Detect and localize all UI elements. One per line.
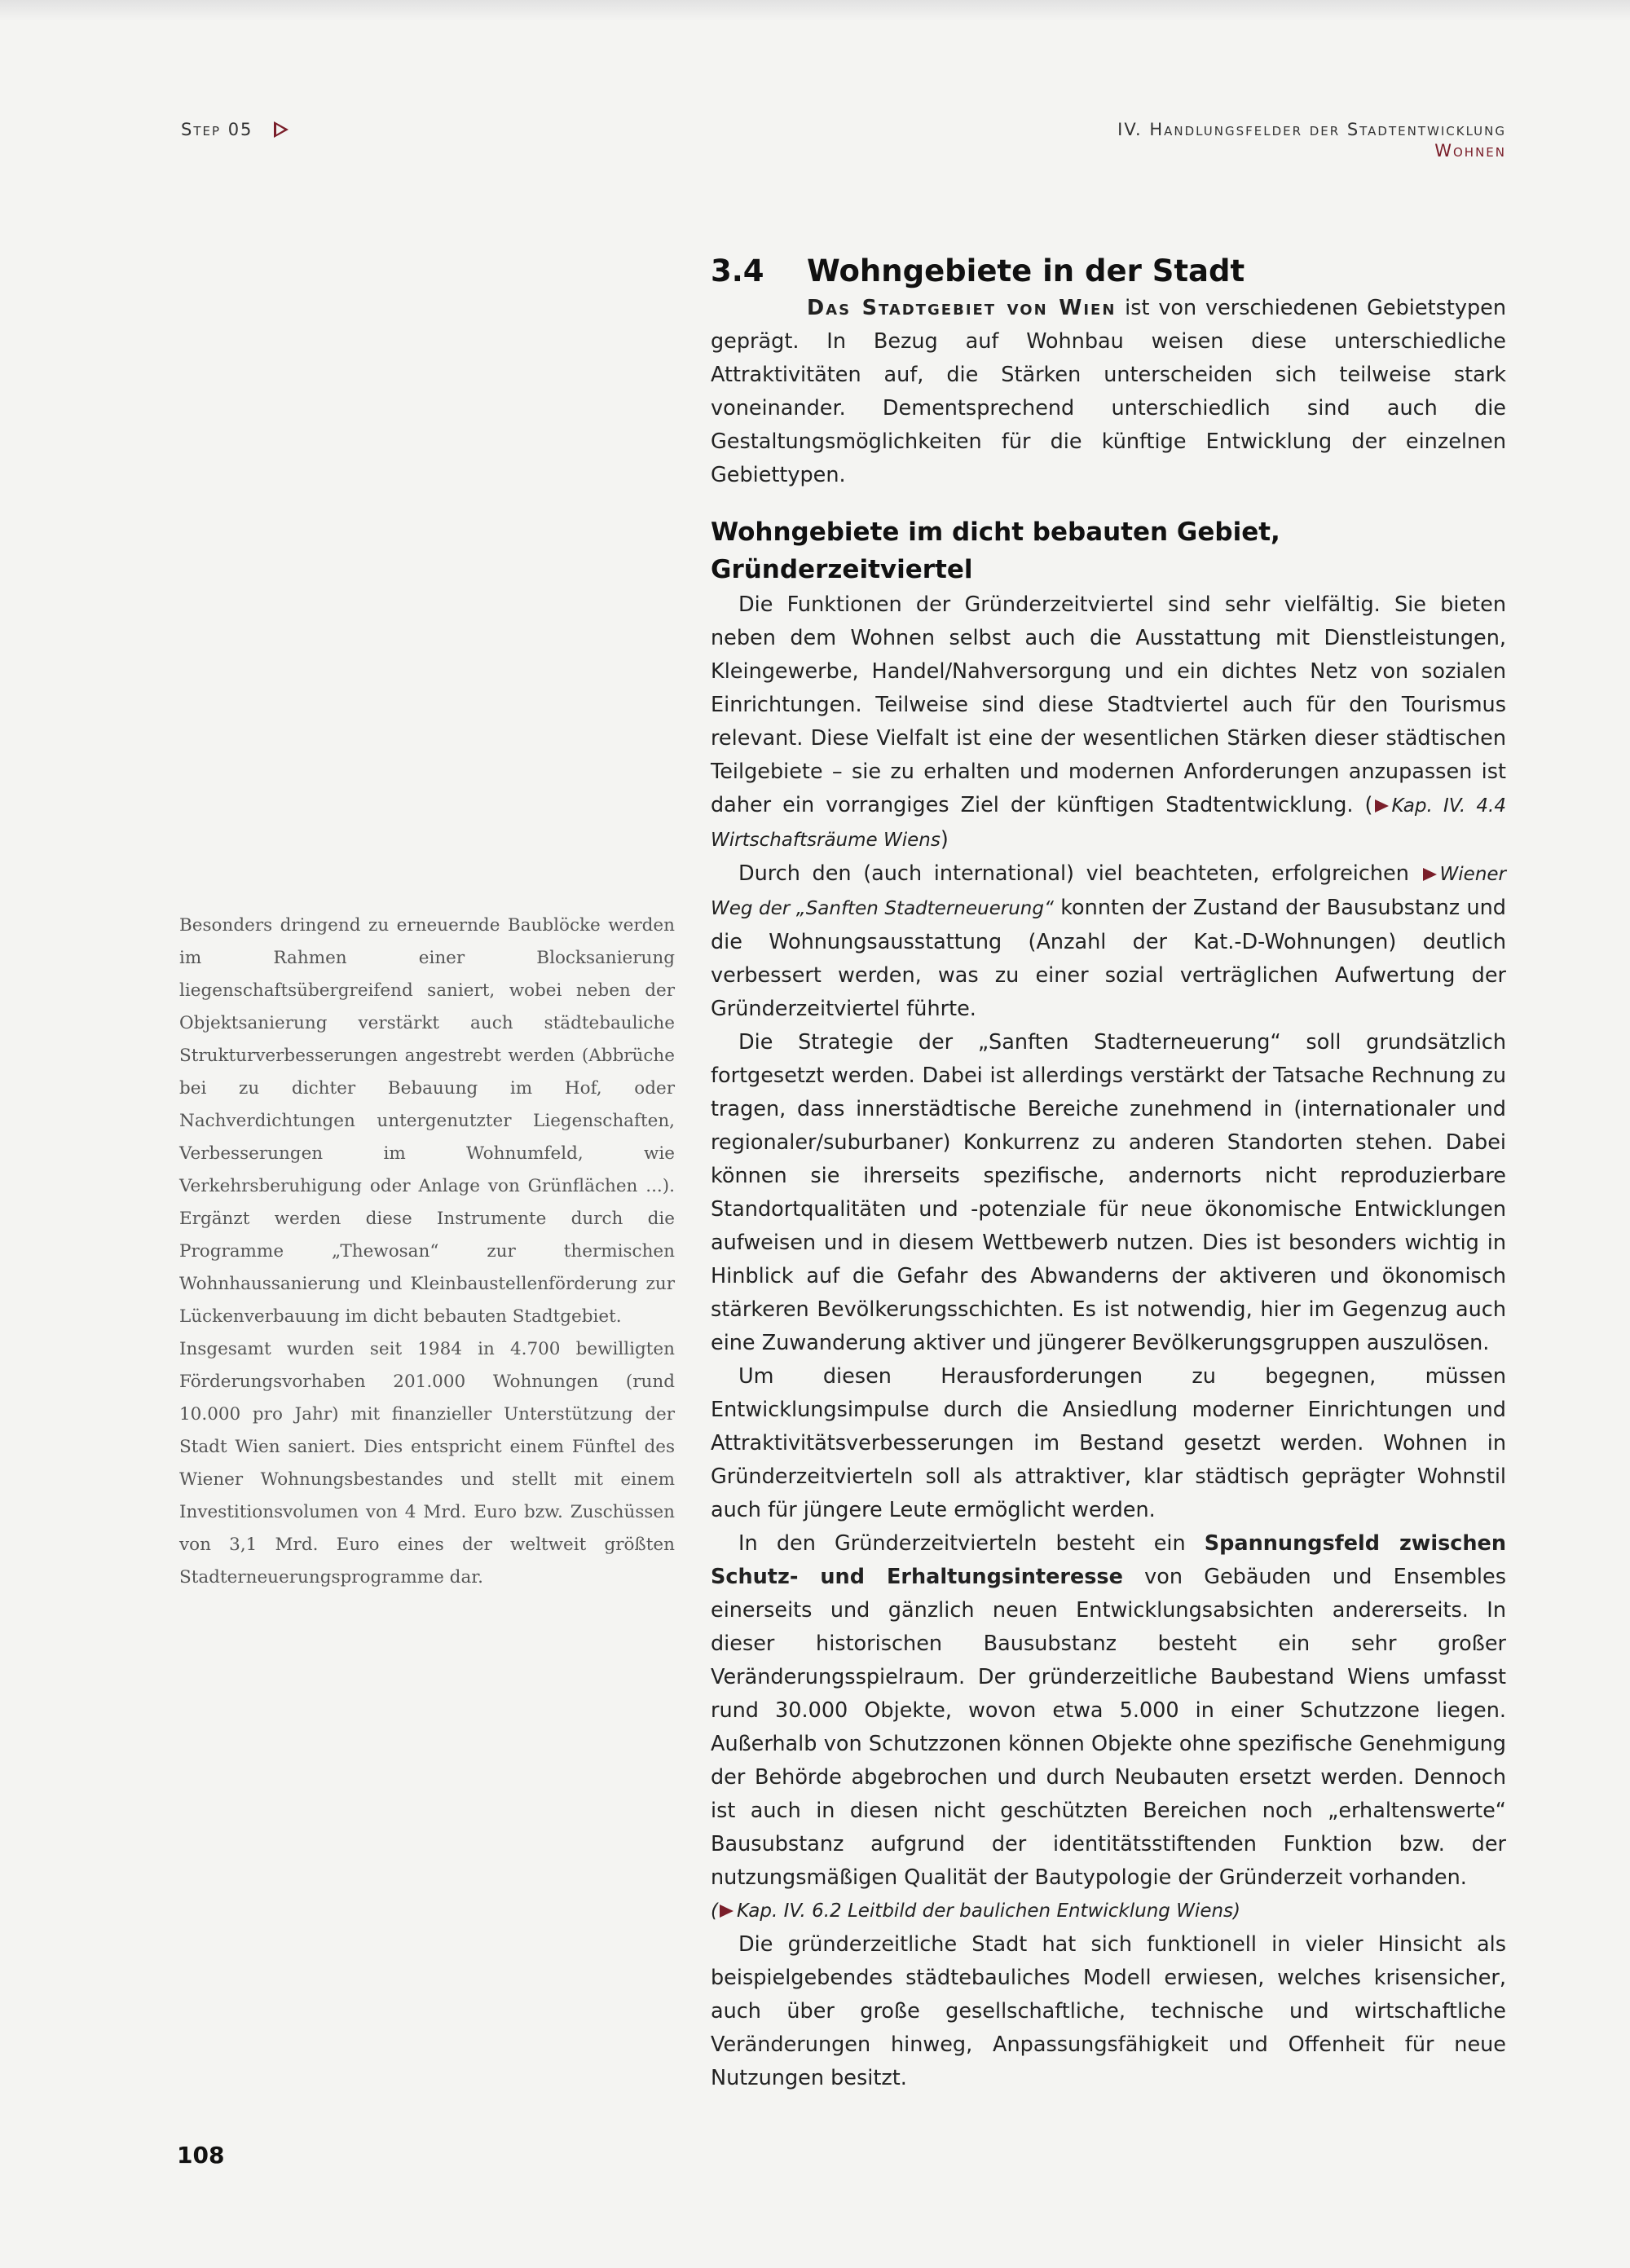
paragraph-3: Die Strategie der „Sanften Stadterneuerung“ soll grundsätzlich fortgesetzt werden. Dabei ist allerdings verstärkt der Tatsache Rechnung zu tragen, dass innerstädtische Bereiche zunehmend in (internationaler und regionaler/suburbaner) Konkurrenz zu anderen Standorten stehen. Dabei können sie ihrerseits spezifische, andernorts nicht reproduzierbare Standortqualitäten und -potenziale für neue ökonomische Entwicklungen aufweisen und in diesem Wettbewerb nutzen. Dies ist besonders wichtig in Hinblick auf die Gefahr des Abwanderns der aktiveren und ökonomisch stärkeren Bevölkerungsschichten. Es ist notwendig, hier im Gegenzug auch eine Zuwanderung aktiver und jüngerer Bevölkerungsgruppen auszulösen.	[711, 1030, 1506, 1355]
step-text: Step 05	[181, 120, 253, 139]
intro-lead: Das Stadtgebiet von Wien	[807, 296, 1117, 320]
main-column	[711, 251, 1506, 2095]
sidebar-note	[179, 909, 675, 1594]
paragraph-2-start: Durch den (auch international) viel beachteten, erfolgreichen	[738, 861, 1421, 886]
sidebar-paragraph-2: Insgesamt wurden seit 1984 in 4.700 bewilligten Förderungsvorhaben 201.000 Wohnungen (rund 10.000 pro Jahr) mit finanzieller Unterstützung der Stadt Wien saniert. Dies entspricht einem Fünftel des Wiener Wohnungsbestandes und stellt mit einem Investitionsvolumen von 4 Mrd. Euro bzw. Zuschüssen von 3,1 Mrd. Euro eines der weltweit größten Stadterneuerungsprogramme dar.	[179, 1339, 675, 1588]
triangle-pointer-icon	[720, 1905, 734, 1918]
cross-reference-link[interactable]: Kap. IV. 4.4 Wirtschaftsräume Wiens	[711, 795, 1506, 851]
emphasis-text: Spannungsfeld zwischen Schutz- und Erhaltungsinteresse	[711, 1531, 1506, 1589]
paragraph-5	[711, 1527, 1506, 1895]
section-heading	[711, 251, 1506, 292]
subsection-title: Wohngebiete im dicht bebauten Gebiet, Gründerzeitviertel	[711, 517, 1280, 584]
section-title: Wohngebiete in der Stadt	[807, 253, 1245, 288]
sidebar-paragraph-1: Besonders dringend zu erneuernde Baublöcke werden im Rahmen einer Blocksanierung liegenschaftsübergreifend saniert, wobei neben der Objektsanierung verstärkt auch städtebauliche Strukturverbesserungen angestrebt werden (Abbrüche bei zu dichter Bebauung im Hof, oder Nachverdichtungen untergenutzter Liegenschaften, Verbesserungen im Wohnumfeld, wie Verkehrsberuhigung oder Anlage von Grünflächen ...). Ergänzt werden diese Instrumente durch die Programme „Thewosan“ zur thermischen Wohnhaussanierung und Kleinbaustellenförderung zur Lückenverbauung im dicht bebauten Stadtgebiet.	[179, 915, 675, 1327]
cross-reference-link[interactable]: Kap. IV. 6.2 Leitbild der baulichen Entwicklung Wiens	[736, 1900, 1234, 1922]
triangle-pointer-icon	[1423, 868, 1437, 881]
section-intro	[711, 292, 1506, 492]
paragraph-2	[711, 857, 1506, 1026]
running-header	[1117, 119, 1506, 161]
paragraph-5-rest: von Gebäuden und Ensembles einerseits und gänzlich neuen Entwicklungsabsichten andererseits. In dieser historischen Bausubstanz besteht ein sehr großer Veränderungsspielraum. Der gründerzeitliche Baubestand Wiens umfasst rund 30.000 Objekte, wovon etwa 5.000 in einer Schutzzone liegen. Außerhalb von Schutzzonen können Objekte ohne spezifische Genehmigung der Behörde abgebrochen und durch Neubauten ersetzt werden. Dennoch ist auch in diesen nicht geschützten Bereichen noch „erhaltenswerte“ Bausubstanz aufgrund der identitätsstiftenden Funktion bzw. der nutzungsmäßigen Qualität der Bautypologie der Gründerzeit vorhanden.	[711, 1565, 1506, 1890]
subchapter-title: Wohnen	[1434, 141, 1506, 161]
page-number: 108	[177, 2142, 225, 2169]
paragraph-4: Um diesen Herausforderungen zu begegnen, müssen Entwicklungsimpulse durch die Ansiedlung moderner Einrichtungen und Attraktivitätsverbesserungen im Bestand gesetzt werden. Wohnen in Gründerzeitvierteln soll als attraktiver, klar städtisch geprägter Wohnstil auch für jüngere Leute ermöglicht werden.	[711, 1364, 1506, 1522]
paragraph-2-rest: konnten der Zustand der Bausubstanz und die Wohnungsausstattung (Anzahl der Kat.-D-Wohnungen) deutlich verbessert werden, was zu einer sozial verträglichen Aufwertung der Gründerzeitviertel führte.	[711, 896, 1506, 1021]
arrow-right-icon	[274, 121, 289, 138]
step-label	[181, 119, 289, 139]
cross-reference-link[interactable]: Wiener Weg der „Sanften Stadterneuerung“	[711, 864, 1506, 919]
section-number: 3.4	[711, 253, 764, 288]
paragraph-6: Die gründerzeitliche Stadt hat sich funktionell in vieler Hinsicht als beispielgebendes städtebauliches Modell erwiesen, welches krisensicher, auch über große gesellschaftliche, technische und wirtschaftliche Veränderungen hinweg, Anpassungsfähigkeit und Offenheit für neue Nutzungen besitzt.	[711, 1932, 1506, 2090]
cross-reference-line	[711, 1895, 1506, 1928]
paren-open: (	[711, 1900, 718, 1922]
scan-edge	[0, 0, 1630, 21]
paragraph-1	[711, 588, 1506, 857]
paragraph-1-text: Die Funktionen der Gründerzeitviertel sind sehr vielfältig. Sie bieten neben dem Wohnen selbst auch die Ausstattung mit Dienstleistungen, Kleingewerbe, Handel/Nahversorgung und ein dichtes Netz von sozialen Einrichtungen. Teilweise sind diese Stadtviertel auch für den Tourismus relevant. Diese Vielfalt ist eine der wesentlichen Stärken dieser städtischen Teilgebiete – sie zu erhalten und modernen Anforderungen anzupassen ist daher ein vorrangiges Ziel der künftigen Stadtentwicklung. (	[711, 592, 1506, 817]
intro-text: ist von verschiedenen Gebietstypen geprägt. In Bezug auf Wohnbau weisen diese unterschiedliche Attraktivitäten auf, die Stärken unterscheiden sich teilweise stark voneinander. Dementsprechend unterschiedlich sind auch die Gestaltungsmöglichkeiten für die künftige Entwicklung der einzelnen Gebiettypen.	[711, 296, 1506, 487]
paragraph-5-start: In den Gründerzeitvierteln besteht ein	[738, 1531, 1205, 1556]
triangle-pointer-icon	[1375, 799, 1389, 813]
chapter-title: IV. Handlungsfelder der Stadtentwicklung	[1117, 120, 1506, 139]
paren-close: )	[940, 827, 949, 852]
paren-close: )	[1233, 1900, 1241, 1922]
